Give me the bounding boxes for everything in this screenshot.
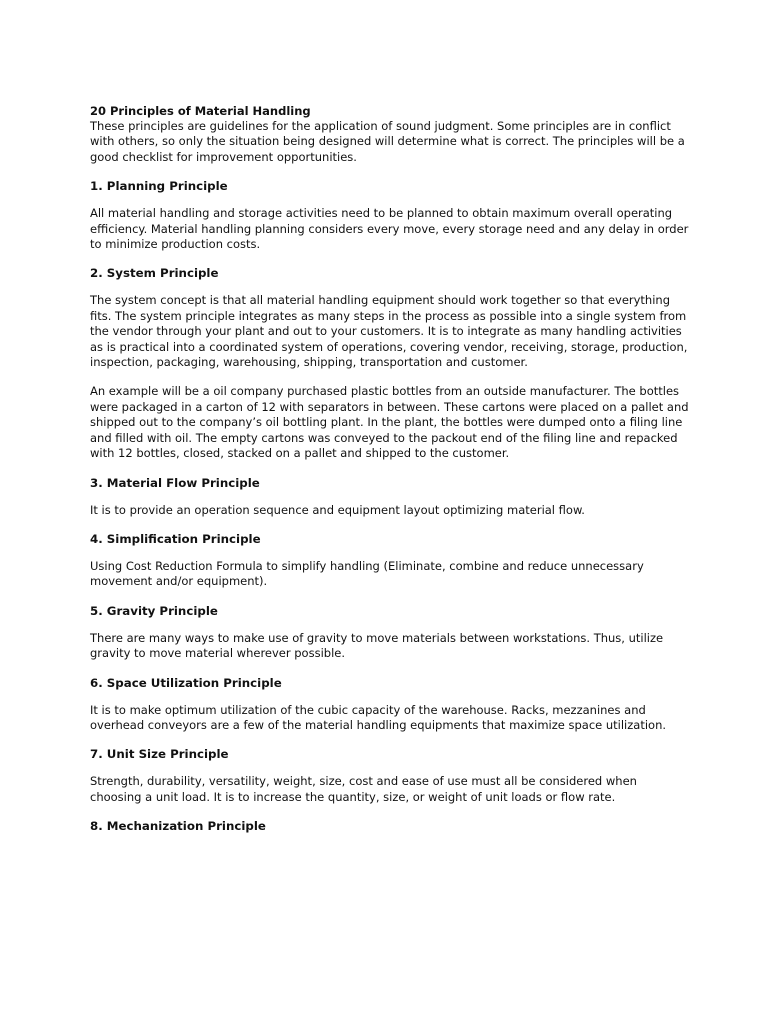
- intro-paragraph: These principles are guidelines for the application of sound judgment. Some principles are in conflict with others, so only the situation being designed will determine what is correct. The principles will be a good checklist for improvement opportunities.: [90, 119, 685, 164]
- section-paragraph: It is to make optimum utilization of the cubic capacity of the warehouse. Racks, mezzanines and overhead conveyors are a few of the material handling equipments that maximize space utilization.: [90, 702, 667, 732]
- section-heading-planning: 1. Planning Principle: [90, 179, 228, 194]
- section-heading-mechanization: 8. Mechanization Principle: [90, 819, 266, 834]
- document-page: [90, 104, 690, 834]
- section-paragraph: Strength, durability, versatility, weight, size, cost and ease of use must all be considered when choosing a unit load. It is to increase the quantity, size, or weight of unit loads or flow rate.: [90, 774, 637, 804]
- section-paragraph: The system concept is that all material handling equipment should work together so that everything fits. The system principle integrates as many steps in the process as possible into a single system from the vendor through your plant and out to your customers. It is to integrate as many handling activities as is practical into a coordinated system of operations, covering vendor, receiving, storage, production, inspection, packaging, warehousing, shipping, transportation and customer.: [90, 293, 688, 370]
- section-paragraph-example: An example will be a oil company purchased plastic bottles from an outside manufacturer. The bottles were packaged in a carton of 12 with separators in between. These cartons were placed on a pallet and shipped out to the company’s oil bottling plant. In the plant, the bottles were dumped onto a filing line and filled with oil. The empty cartons was conveyed to the packout end of the filing line and repacked with 12 bottles, closed, stacked on a pallet and shipped to the customer.: [90, 384, 689, 461]
- section-heading-unit-size: 7. Unit Size Principle: [90, 747, 229, 762]
- section-paragraph: Using Cost Reduction Formula to simplify handling (Eliminate, combine and reduce unnecessary movement and/or equipment).: [90, 558, 644, 589]
- section-paragraph: It is to provide an operation sequence and equipment layout optimizing material flow.: [90, 502, 585, 517]
- section-paragraph: All material handling and storage activities need to be planned to obtain maximum overall operating efficiency. Material handling planning considers every move, every storage need and any delay in order to minimize production costs.: [90, 206, 689, 252]
- document-title: 20 Principles of Material Handling: [90, 104, 311, 118]
- section-paragraph: There are many ways to make use of gravity to move materials between workstations. Thus, utilize gravity to move material wherever possible.: [90, 630, 664, 661]
- section-heading-gravity: 5. Gravity Principle: [90, 603, 218, 618]
- section-heading-system: 2. System Principle: [90, 266, 219, 281]
- section-heading-material-flow: 3. Material Flow Principle: [90, 475, 260, 490]
- section-heading-space-utilization: 6. Space Utilization Principle: [90, 675, 282, 690]
- section-heading-simplification: 4. Simplification Principle: [90, 531, 261, 546]
